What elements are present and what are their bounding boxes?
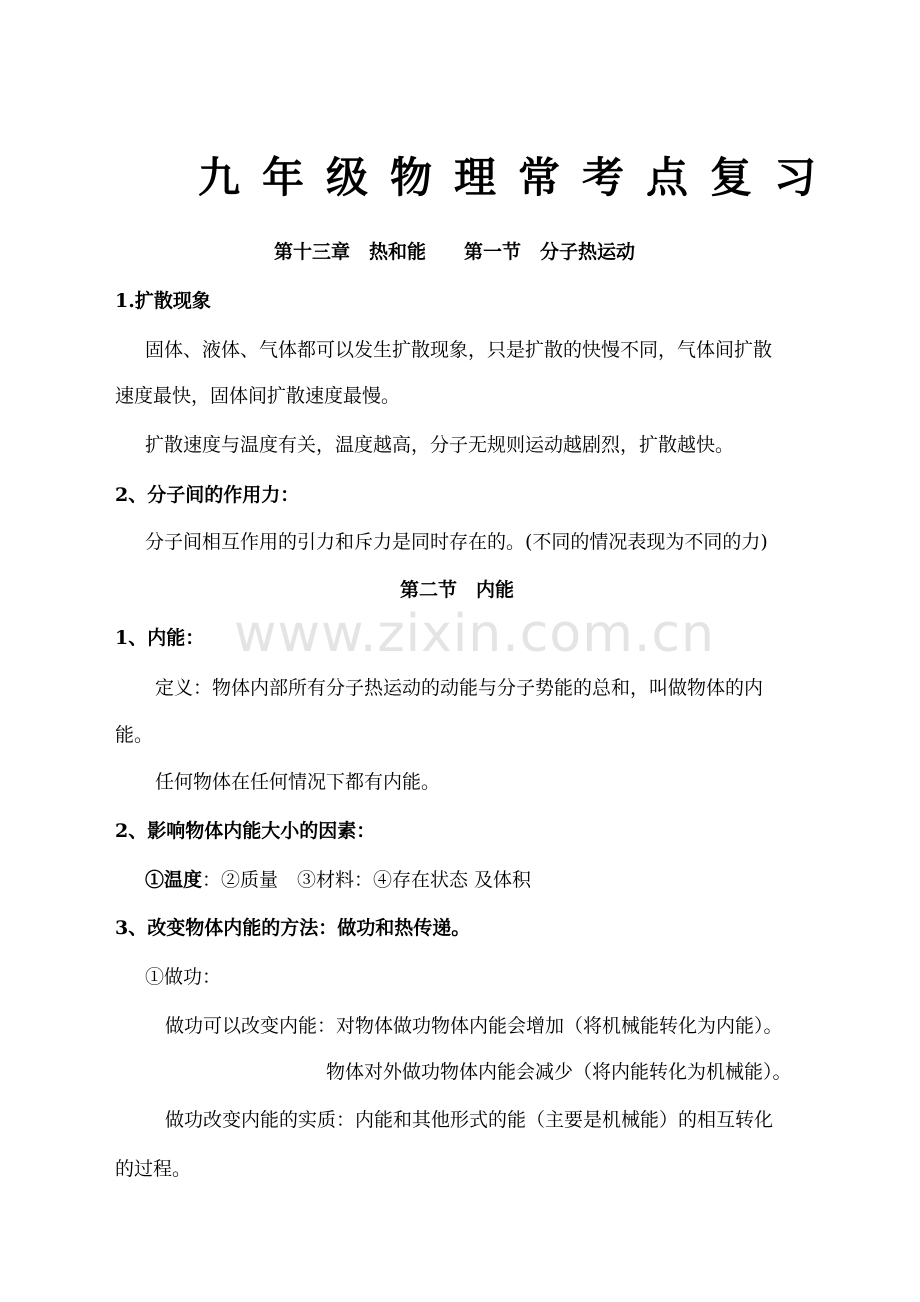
paragraph-molecular-force: 分子间相互作用的引力和斥力是同时存在的。(不同的情况表现为不同的力) xyxy=(145,531,768,553)
factors-line xyxy=(145,868,531,892)
definition-line1: 定义：物体内部所有分子热运动的动能与分子势能的总和，叫做物体的内 xyxy=(155,677,764,699)
essence-line2: 的过程。 xyxy=(115,1158,192,1180)
section-heading-molecular-force: 2、分子间的作用力： xyxy=(115,484,300,506)
watermark: www.zixin.com.cn xyxy=(234,604,715,664)
chapter-heading: 第十三章 热和能 第一节 分子热运动 xyxy=(274,241,636,263)
paragraph-any-object: 任何物体在任何情况下都有内能。 xyxy=(155,771,441,793)
paragraph-diffusion-line2: 速度最快，固体间扩散速度最慢。 xyxy=(115,385,401,407)
definition-line2: 能。 xyxy=(115,724,154,746)
essence-line1: 做功改变内能的实质：内能和其他形式的能（主要是机械能）的相互转化 xyxy=(165,1109,774,1131)
section-heading-methods: 3、改变物体内能的方法：做功和热传递。 xyxy=(115,917,471,939)
subheading-work: ①做功： xyxy=(145,966,222,988)
section-heading-diffusion: 1.扩散现象 xyxy=(115,290,211,312)
section-heading-internal-energy: 1、内能： xyxy=(115,627,205,649)
factor-others: ：②质量 ③材料：④存在状态 及体积 xyxy=(202,869,532,891)
work-decrease-line: 物体对外做功物体内能会减少（将内能转化为机械能）。 xyxy=(326,1061,792,1083)
page-title: 九年级物理常考点复习 xyxy=(198,153,839,202)
paragraph-diffusion-speed: 扩散速度与温度有关，温度越高，分子无规则运动越剧烈，扩散越快。 xyxy=(145,434,735,456)
factor-temperature: ①温度 xyxy=(145,869,203,891)
section-heading-factors: 2、影响物体内能大小的因素： xyxy=(115,820,376,842)
paragraph-diffusion-line1: 固体、液体、气体都可以发生扩散现象，只是扩散的快慢不同，气体间扩散 xyxy=(145,339,773,361)
work-increase-line: 做功可以改变内能：对物体做功物体内能会增加（将机械能转化为内能）。 xyxy=(165,1015,783,1037)
section2-heading: 第二节 内能 xyxy=(400,579,515,601)
